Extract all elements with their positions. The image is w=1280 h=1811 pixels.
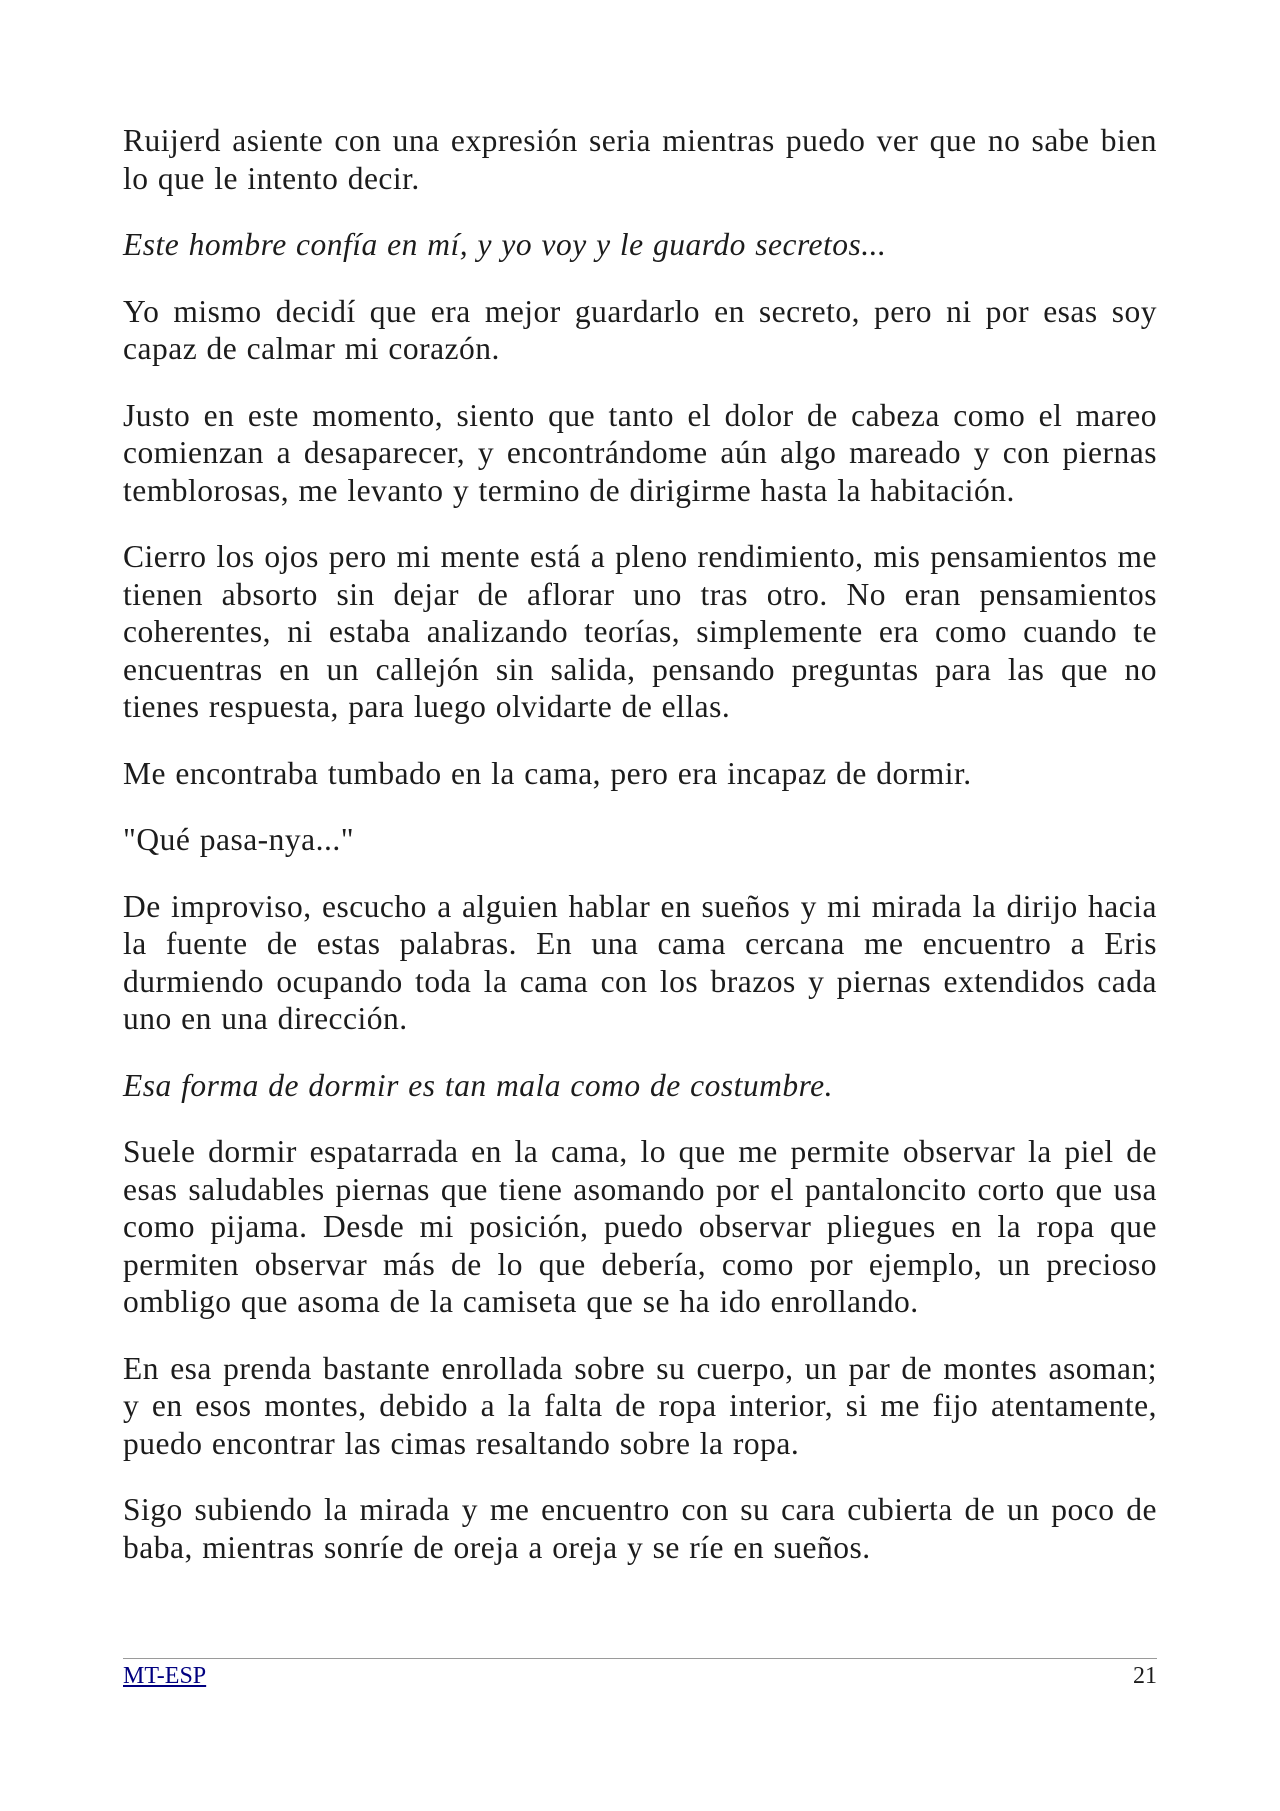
paragraph: Ruijerd asiente con una expresión seria mientras puedo ver que no sabe bien lo que le intento decir. [123,123,1157,196]
paragraph: Me encontraba tumbado en la cama, pero era incapaz de dormir. [123,755,972,791]
paragraph: "Qué pasa-nya..." [123,822,355,857]
paragraph: De improviso, escucho a alguien hablar en sueños y mi mirada la dirijo hacia la fuente de estas palabras. En una cama cercana me encuentro a Eris durmiendo ocupando toda la cama con los brazos y piernas extendidos cada uno en una dirección. [123,888,1157,1036]
paragraph: Sigo subiendo la mirada y me encuentro con su cara cubierta de un poco de baba, mientras sonríe de oreja a oreja y se ríe en sueños. [123,1492,1157,1565]
paragraph: Yo mismo decidí que era mejor guardarlo en secreto, pero ni por esas soy capaz de calmar mi corazón. [123,293,1157,366]
paragraph: Justo en este momento, siento que tanto el dolor de cabeza como el mareo comienzan a desaparecer, y encontrándome aún algo mareado y con piernas temblorosas, me levanto y termino de dirigirme hasta la habitación. [123,397,1157,508]
page-number: 21 [1133,1663,1157,1689]
page-body [123,122,1157,1595]
footer-divider [123,1658,1157,1659]
paragraph-italic: Este hombre confía en mí, y yo voy y le guardo secretos... [123,227,887,262]
paragraph: Suele dormir espatarrada en la cama, lo que me permite observar la piel de esas saludables piernas que tiene asomando por el pantaloncito corto que usa como pijama. Desde mi posición, puedo observar pliegues en la ropa que permiten observar más de lo que debería, como por ejemplo, un precioso ombligo que asoma de la camiseta que se ha ido enrollando. [123,1134,1157,1319]
paragraph: En esa prenda bastante enrollada sobre su cuerpo, un par de montes asoman; y en esos montes, debido a la falta de ropa interior, si me fijo atentamente, puedo encontrar las cimas resaltando sobre la ropa. [123,1350,1157,1461]
footer-link[interactable]: MT-ESP [123,1663,207,1689]
paragraph-italic: Esa forma de dormir es tan mala como de costumbre. [123,1067,834,1103]
paragraph: Cierro los ojos pero mi mente está a pleno rendimiento, mis pensamientos me tienen absorto sin dejar de aflorar uno tras otro. No eran pensamientos coherentes, ni estaba analizando teorías, simplemente era como cuando te encuentras en un callejón sin salida, pensando preguntas para las que no tienes respuesta, para luego olvidarte de ellas. [123,539,1157,724]
